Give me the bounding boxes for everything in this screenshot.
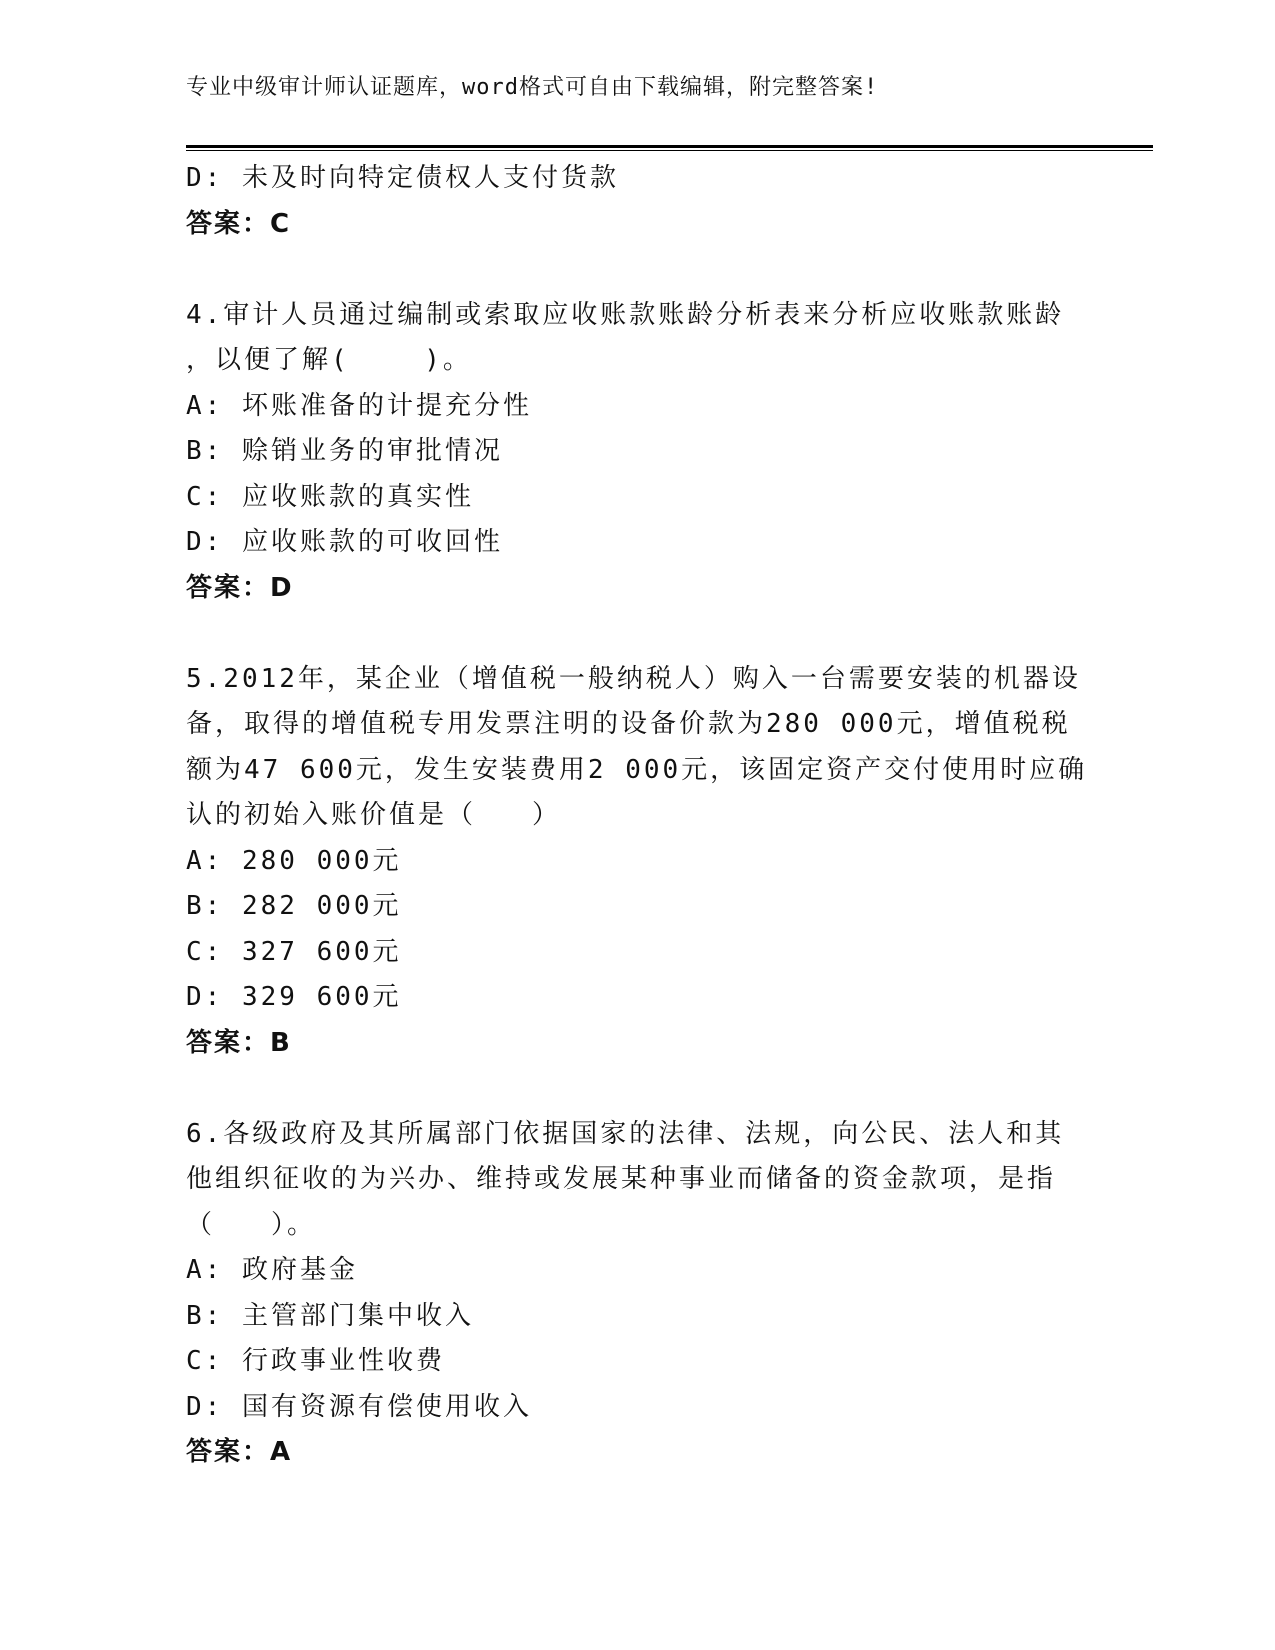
previous-question-tail [186,156,1086,247]
question-stem: 他组织征收的为兴办、维持或发展某种事业而储备的资金款项，是指 [186,1164,1057,1194]
question-5 [186,657,1086,1067]
option-d: D: 未及时向特定债权人支付货款 [186,163,619,193]
page-header: 专业中级审计师认证题库，word格式可自由下载编辑，附完整答案! [186,75,879,100]
option-a: A: 坏账准备的计提充分性 [186,390,532,421]
question-stem: 认的初始入账价值是（ ） [186,800,561,830]
answer: 答案：D [186,572,294,603]
question-stem: 6.各级政府及其所属部门依据国家的法律、法规，向公民、法人和其 [186,1118,1065,1149]
option-b: B: 主管部门集中收入 [186,1300,474,1331]
spacer [186,611,1086,657]
option-a: A: 政府基金 [186,1255,358,1285]
question-stem: ，以便了解( )。 [186,345,472,375]
option-a: A: 280 000元 [186,845,402,876]
answer: 答案：C [186,208,292,239]
question-stem: 4.审计人员通过编制或索取应收账款账龄分析表来分析应收账款账龄 [186,299,1065,330]
option-b: B: 282 000元 [186,891,402,921]
header-rule-thick [186,145,1153,148]
question-6 [186,1112,1086,1476]
question-4 [186,293,1086,612]
spacer [186,1066,1086,1112]
option-c: C: 应收账款的真实性 [186,481,474,512]
question-stem: 额为47 600元，发生安装费用2 000元，该固定资产交付使用时应确 [186,754,1088,785]
answer: 答案：A [186,1437,293,1467]
option-c: C: 行政事业性收费 [186,1346,445,1376]
option-d: D: 应收账款的可收回性 [186,527,503,557]
option-b: B: 赊销业务的审批情况 [186,436,503,466]
question-content [186,156,1086,1476]
spacer [186,247,1086,293]
question-stem: 5.2012年，某企业（增值税一般纳税人）购入一台需要安装的机器设 [186,663,1081,694]
option-d: D: 国有资源有偿使用收入 [186,1391,532,1422]
answer: 答案：B [186,1027,292,1058]
question-stem: （ ）。 [186,1209,316,1240]
question-stem: 备，取得的增值税专用发票注明的设备价款为280 000元，增值税税 [186,709,1071,739]
option-c: C: 327 600元 [186,936,402,967]
option-d: D: 329 600元 [186,982,402,1012]
header-rule-thin [186,150,1153,151]
